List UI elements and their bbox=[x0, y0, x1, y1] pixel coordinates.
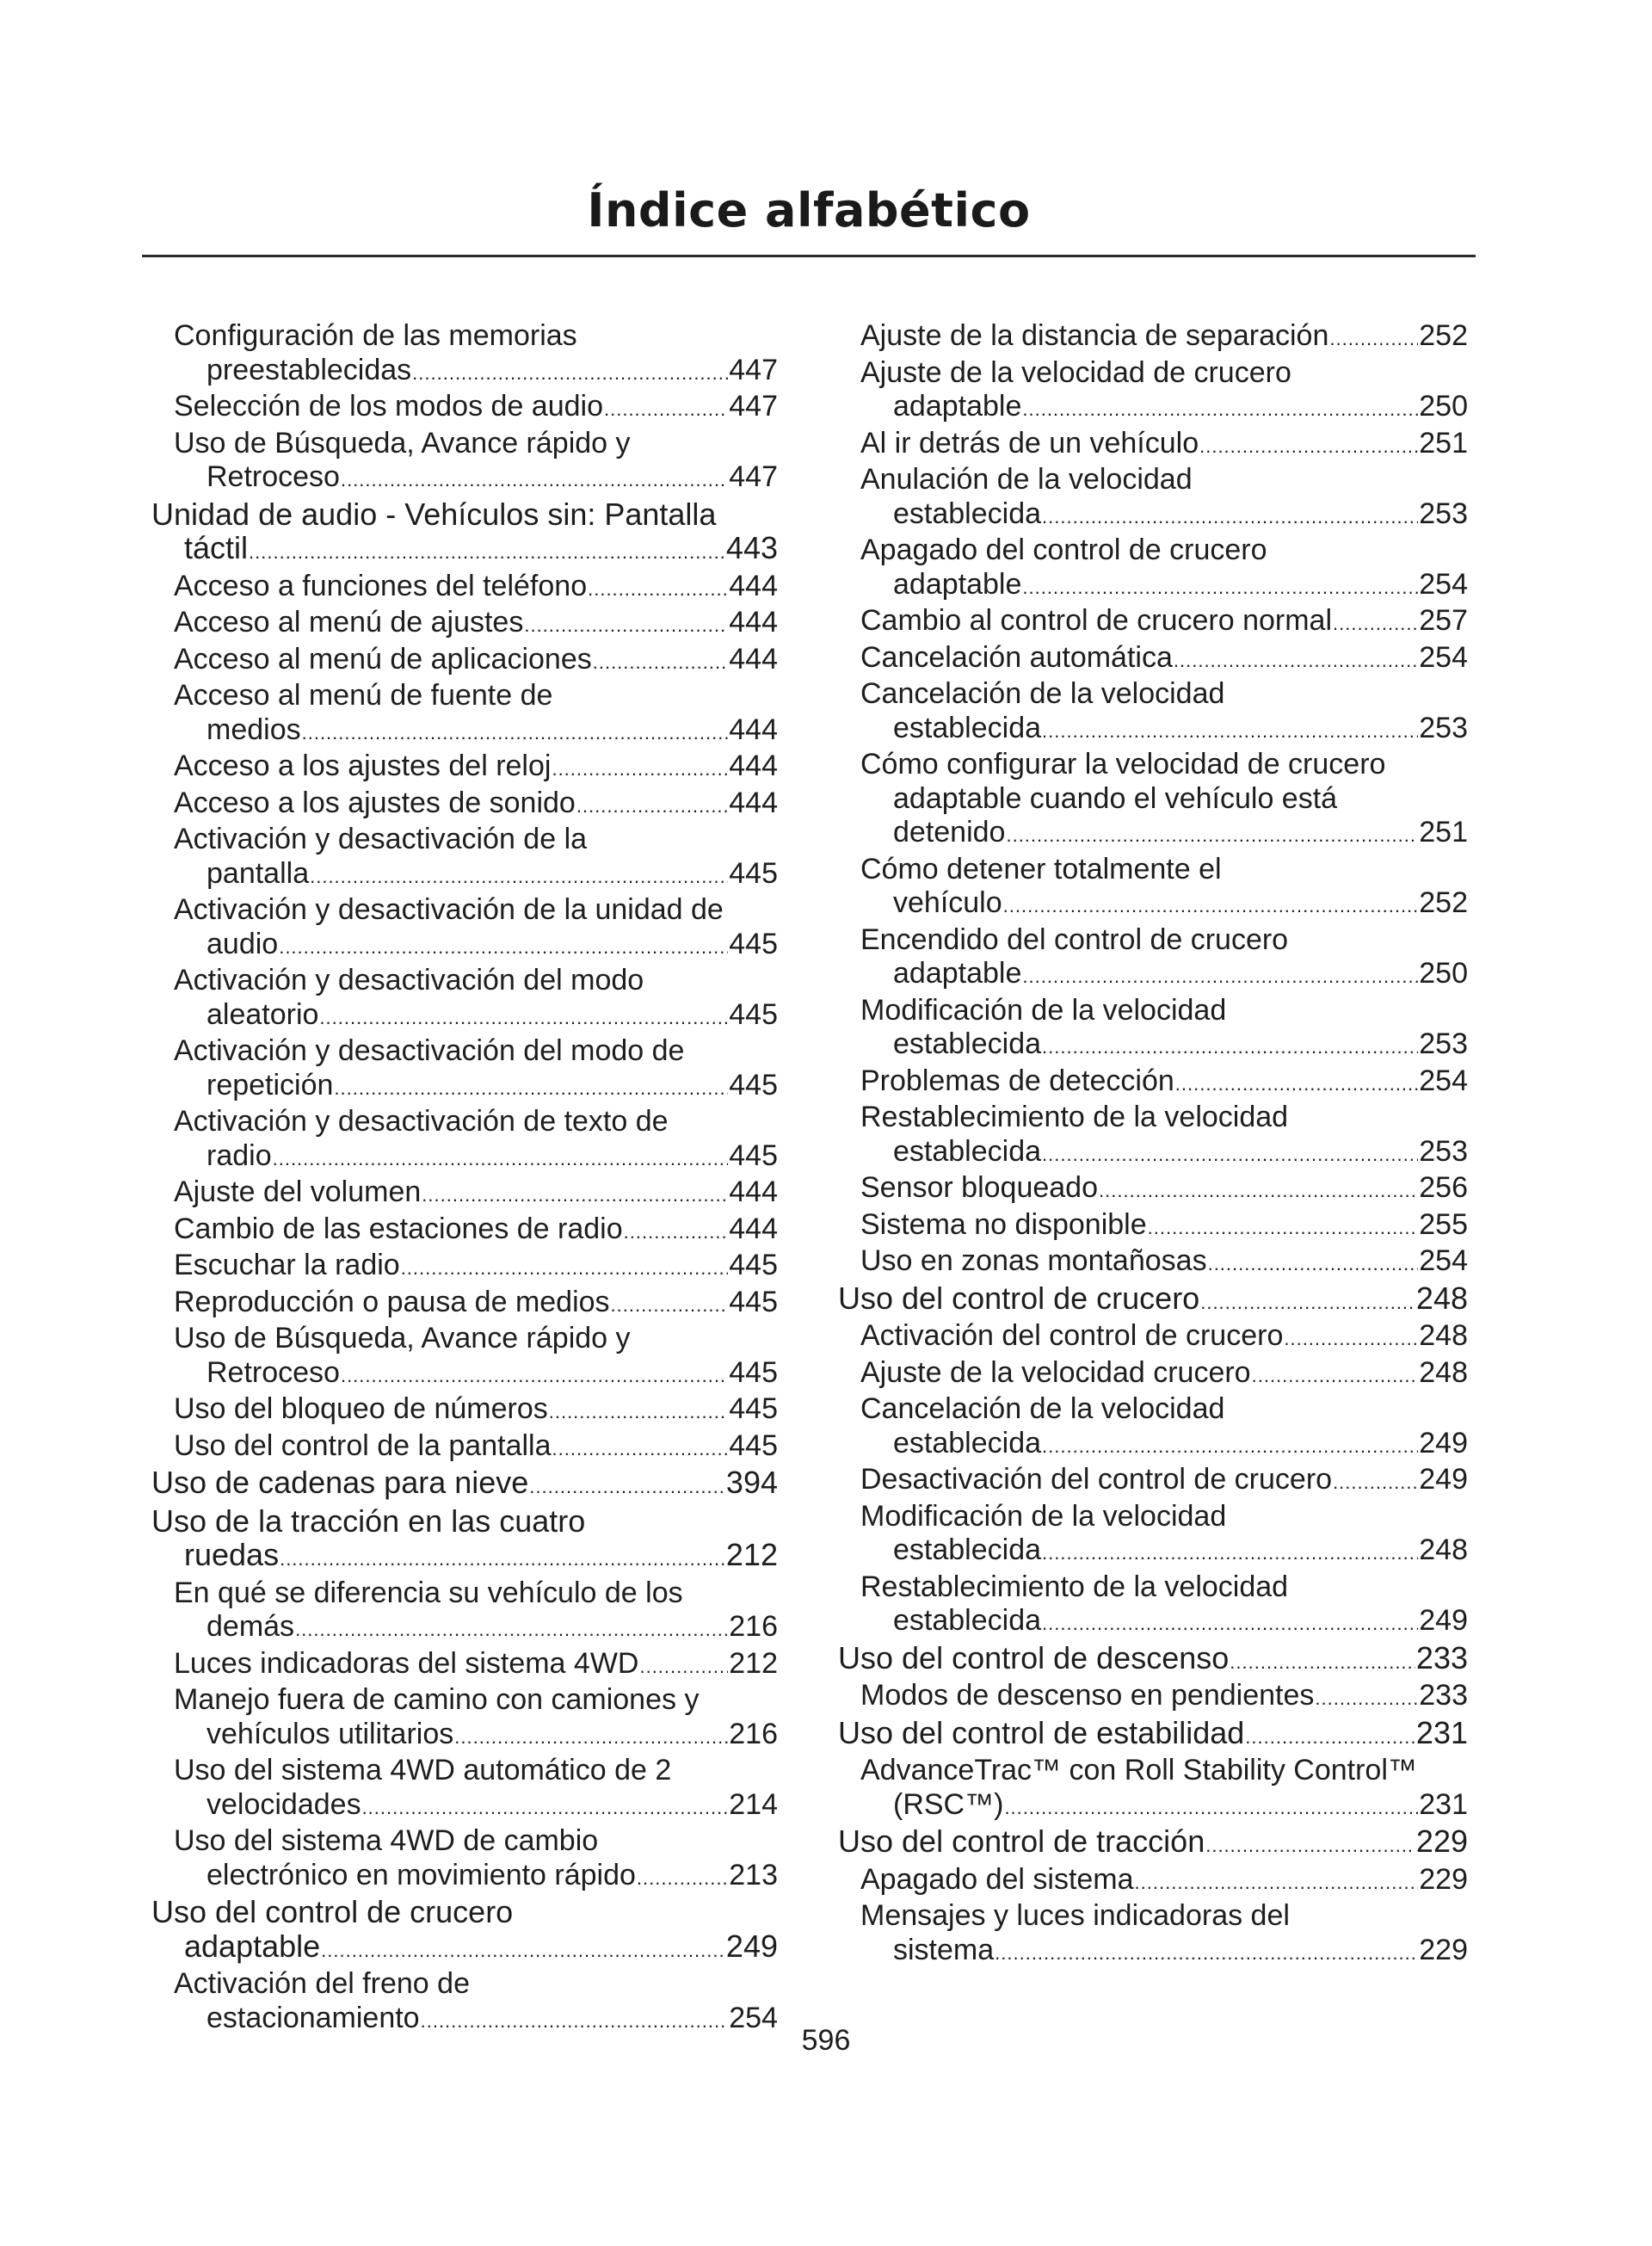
index-heading bbox=[151, 1465, 778, 1504]
entry-page-number: 445 bbox=[729, 927, 778, 960]
entry-text: Restablecimiento de la velocidad bbox=[860, 1101, 1289, 1133]
entry-page-number: 254 bbox=[1419, 640, 1468, 674]
entry-text: ruedas bbox=[184, 1537, 280, 1572]
entry-text: Cómo configurar la velocidad de crucero bbox=[860, 748, 1386, 781]
index-subentry bbox=[151, 679, 778, 750]
index-subentry bbox=[838, 994, 1468, 1064]
entry-text: Uso de la tracción en las cuatro bbox=[151, 1502, 586, 1539]
index-heading bbox=[151, 1895, 778, 1967]
entry-text: Uso del bloqueo de números bbox=[174, 1392, 548, 1425]
entry-text: adaptable bbox=[893, 390, 1022, 423]
dot-leader bbox=[1042, 1429, 1418, 1464]
entry-text: Cambio al control de crucero normal bbox=[860, 604, 1333, 637]
index-subentry bbox=[838, 1064, 1468, 1101]
entry-text: Sistema no disponible bbox=[860, 1207, 1147, 1241]
entry-text: Modos de descenso en pendientes bbox=[860, 1679, 1315, 1712]
entry-page-number: 444 bbox=[729, 1175, 778, 1208]
entry-text: Luces indicadoras del sistema 4WD bbox=[174, 1646, 639, 1680]
dot-leader bbox=[295, 1613, 728, 1647]
index-subentry bbox=[151, 1647, 778, 1684]
entry-text: Cancelación automática bbox=[860, 640, 1173, 674]
dot-leader bbox=[422, 1178, 728, 1212]
entry-text: En qué se diferencia su vehículo de los bbox=[174, 1576, 683, 1609]
entry-page-number: 444 bbox=[729, 1212, 778, 1245]
dot-leader bbox=[639, 1650, 728, 1684]
entry-text: aleatorio bbox=[206, 997, 319, 1031]
dot-leader bbox=[1252, 1359, 1419, 1393]
entry-text: Activación y desactivación de texto de bbox=[174, 1105, 669, 1138]
entry-text: adaptable bbox=[893, 567, 1022, 601]
index-subentry bbox=[151, 606, 778, 643]
index-subentry bbox=[151, 1105, 778, 1175]
index-subentry bbox=[838, 604, 1468, 641]
index-heading bbox=[151, 1504, 778, 1577]
index-subentry bbox=[838, 853, 1468, 923]
title-divider bbox=[142, 255, 1476, 257]
dot-leader bbox=[454, 1720, 728, 1755]
entry-page-number: 447 bbox=[729, 390, 778, 423]
index-subentry bbox=[151, 1249, 778, 1286]
entry-page-number: 253 bbox=[1419, 497, 1468, 530]
entry-text: Al ir detrás de un vehículo bbox=[860, 426, 1199, 460]
entry-text: preestablecidas bbox=[206, 353, 412, 386]
entry-page-number: 445 bbox=[729, 856, 778, 890]
index-heading bbox=[838, 1641, 1468, 1680]
entry-text: Uso del control de estabilidad bbox=[838, 1714, 1245, 1750]
dot-leader bbox=[310, 860, 728, 894]
entry-text: repetición bbox=[206, 1068, 334, 1101]
entry-page-number: 255 bbox=[1419, 1207, 1468, 1241]
entry-page-number: 444 bbox=[729, 713, 778, 746]
entry-text: Acceso a los ajustes del reloj bbox=[174, 750, 552, 782]
entry-page-number: 253 bbox=[1419, 1027, 1468, 1060]
entry-page-number: 445 bbox=[729, 1068, 778, 1101]
entry-text: Activación y desactivación de la bbox=[174, 823, 588, 855]
dot-leader bbox=[1042, 714, 1418, 749]
entry-page-number: 212 bbox=[725, 1537, 778, 1572]
entry-page-number: 444 bbox=[729, 642, 778, 676]
dot-leader bbox=[1022, 571, 1418, 605]
entry-text: Uso del control de crucero bbox=[151, 1894, 514, 1929]
page-number: 596 bbox=[801, 2024, 851, 2057]
entry-page-number: 256 bbox=[1419, 1171, 1468, 1204]
entry-text: Manejo fuera de camino con camiones y bbox=[174, 1683, 700, 1716]
entry-text: audio bbox=[206, 927, 279, 960]
index-column-right bbox=[838, 319, 1468, 1970]
index-subentry bbox=[838, 923, 1468, 994]
index-subentry bbox=[151, 1392, 778, 1429]
entry-page-number: 229 bbox=[1419, 1862, 1468, 1896]
entry-page-number: 445 bbox=[729, 1355, 778, 1389]
dot-leader bbox=[321, 1934, 725, 1968]
entry-page-number: 254 bbox=[1419, 1244, 1468, 1277]
dot-leader bbox=[1205, 1829, 1415, 1863]
dot-leader bbox=[552, 752, 728, 787]
entry-page-number: 447 bbox=[729, 460, 778, 493]
dot-leader bbox=[280, 1542, 725, 1577]
entry-text: Cambio de las estaciones de radio bbox=[174, 1212, 623, 1245]
entry-text: vehículos utilitarios bbox=[206, 1717, 454, 1750]
index-subentry bbox=[151, 1967, 778, 2038]
index-subentry bbox=[838, 748, 1468, 853]
index-subentry bbox=[151, 1824, 778, 1895]
entry-text: Unidad de audio - Vehículos sin: Pantalla bbox=[151, 496, 717, 532]
dot-leader bbox=[524, 608, 728, 643]
entry-text: Uso del control de tracción bbox=[838, 1823, 1205, 1859]
dot-leader bbox=[1200, 1286, 1415, 1320]
index-subentry bbox=[151, 319, 778, 390]
entry-text: Ajuste de la velocidad de crucero bbox=[860, 355, 1291, 389]
index-subentry bbox=[838, 1356, 1468, 1393]
index-subentry bbox=[151, 787, 778, 824]
entry-page-number: 252 bbox=[1419, 886, 1468, 919]
entry-text: Cómo detener totalmente el bbox=[860, 852, 1222, 885]
index-subentry bbox=[838, 463, 1468, 534]
entry-text: Problemas de detección bbox=[860, 1064, 1174, 1097]
dot-leader bbox=[1042, 500, 1418, 534]
entry-page-number: 212 bbox=[729, 1646, 778, 1680]
entry-text: Uso del sistema 4WD automático de 2 bbox=[174, 1754, 672, 1786]
index-subentry bbox=[151, 823, 778, 893]
entry-text: radio bbox=[206, 1138, 272, 1172]
entry-text: establecida bbox=[893, 1604, 1042, 1637]
entry-page-number: 257 bbox=[1419, 604, 1468, 637]
entry-text: Acceso al menú de aplicaciones bbox=[174, 642, 592, 676]
entry-text: pantalla bbox=[206, 856, 310, 890]
index-subentry bbox=[151, 750, 778, 787]
index-subentry bbox=[838, 1754, 1468, 1824]
entry-text: Encendido del control de crucero bbox=[860, 922, 1289, 956]
entry-page-number: 251 bbox=[1419, 426, 1468, 460]
dot-leader bbox=[576, 789, 728, 824]
entry-text: Uso del control de crucero bbox=[838, 1280, 1200, 1316]
dot-leader bbox=[273, 1142, 729, 1176]
entry-text: establecida bbox=[893, 497, 1042, 530]
dot-leader bbox=[341, 463, 728, 497]
index-subentry bbox=[151, 893, 778, 964]
entry-text: Apagado del sistema bbox=[860, 1862, 1134, 1896]
entry-text: Ajuste de la distancia de separación bbox=[860, 319, 1329, 352]
entry-text: Ajuste de la velocidad crucero bbox=[860, 1355, 1251, 1389]
dot-leader bbox=[341, 1359, 728, 1393]
dot-leader bbox=[611, 1288, 729, 1323]
dot-leader bbox=[1329, 322, 1418, 356]
entry-text: Restablecimiento de la velocidad bbox=[860, 1570, 1289, 1603]
dot-leader bbox=[552, 1432, 729, 1466]
dot-leader bbox=[1333, 1465, 1418, 1500]
entry-text: Uso del sistema 4WD de cambio bbox=[174, 1824, 599, 1857]
dot-leader bbox=[1022, 392, 1418, 427]
dot-leader bbox=[401, 1251, 729, 1286]
entry-text: estacionamiento bbox=[206, 2001, 420, 2034]
dot-leader bbox=[1022, 959, 1418, 994]
dot-leader bbox=[995, 1936, 1418, 1971]
entry-page-number: 254 bbox=[729, 2001, 778, 2034]
index-subentry bbox=[838, 1899, 1468, 1970]
entry-text: establecida bbox=[893, 1027, 1042, 1060]
entry-page-number: 248 bbox=[1419, 1319, 1468, 1352]
dot-leader bbox=[1148, 1211, 1419, 1245]
index-subentry bbox=[151, 390, 778, 427]
entry-page-number: 253 bbox=[1419, 1134, 1468, 1168]
index-subentry bbox=[151, 1175, 778, 1212]
index-subentry bbox=[838, 1171, 1468, 1208]
dot-leader bbox=[1135, 1866, 1419, 1900]
entry-text: Acceso al menú de fuente de bbox=[174, 679, 553, 712]
dot-leader bbox=[549, 1395, 729, 1429]
entry-text: (RSC™) bbox=[893, 1787, 1004, 1821]
index-subentry bbox=[151, 1212, 778, 1249]
entry-text: establecida bbox=[893, 1426, 1042, 1459]
entry-page-number: 249 bbox=[1419, 1463, 1468, 1496]
dot-leader bbox=[1315, 1681, 1418, 1716]
entry-text: Uso de Búsqueda, Avance rápido y bbox=[174, 1322, 631, 1354]
index-heading bbox=[838, 1716, 1468, 1755]
entry-text: Activación y desactivación del modo bbox=[174, 964, 644, 997]
dot-leader bbox=[319, 1001, 728, 1035]
index-subentry bbox=[838, 1463, 1468, 1500]
dot-leader bbox=[588, 572, 728, 607]
dot-leader bbox=[1042, 1030, 1418, 1064]
entry-text: Uso del control de descenso bbox=[838, 1639, 1230, 1675]
index-subentry bbox=[838, 534, 1468, 604]
entry-text: Activación y desactivación de la unidad de bbox=[174, 893, 724, 926]
dot-leader bbox=[624, 1215, 729, 1249]
dot-leader bbox=[302, 716, 729, 750]
dot-leader bbox=[1042, 1607, 1418, 1641]
index-subentry bbox=[151, 1683, 778, 1754]
dot-leader bbox=[1208, 1247, 1419, 1281]
entry-page-number: 445 bbox=[729, 1392, 778, 1425]
entry-page-number: 394 bbox=[725, 1465, 778, 1500]
entry-text: Uso del control de la pantalla bbox=[174, 1428, 552, 1462]
index-subentry bbox=[151, 643, 778, 680]
entry-page-number: 445 bbox=[729, 1428, 778, 1462]
dot-leader bbox=[334, 1071, 728, 1106]
index-subentry bbox=[838, 427, 1468, 464]
index-subentry bbox=[151, 964, 778, 1034]
entry-page-number: 249 bbox=[1419, 1604, 1468, 1637]
entry-text: táctil bbox=[184, 530, 249, 565]
entry-page-number: 214 bbox=[729, 1787, 778, 1821]
dot-leader bbox=[604, 392, 728, 427]
entry-page-number: 444 bbox=[729, 606, 778, 639]
dot-leader bbox=[1099, 1174, 1418, 1208]
entry-text: Retroceso bbox=[206, 1355, 340, 1389]
dot-leader bbox=[1174, 644, 1418, 678]
index-subentry bbox=[838, 677, 1468, 748]
entry-page-number: 231 bbox=[1419, 1787, 1468, 1821]
entry-text: Reproducción o pausa de medios bbox=[174, 1285, 610, 1318]
dot-leader bbox=[1284, 1322, 1418, 1356]
entry-text: Cancelación de la velocidad bbox=[860, 1392, 1225, 1425]
page-title: Índice alfabético bbox=[587, 183, 1031, 238]
entry-text: Modificación de la velocidad bbox=[860, 993, 1227, 1027]
entry-text: Acceso a los ajustes de sonido bbox=[174, 786, 576, 819]
index-heading bbox=[838, 1824, 1468, 1863]
dot-leader bbox=[279, 930, 728, 965]
index-subentry bbox=[838, 1570, 1468, 1641]
index-subentry bbox=[838, 356, 1468, 427]
entry-text: establecida bbox=[893, 1134, 1042, 1168]
index-subentry bbox=[151, 1322, 778, 1392]
entry-text: Configuración de las memorias bbox=[174, 319, 577, 352]
entry-page-number: 444 bbox=[729, 750, 778, 782]
dot-leader bbox=[412, 356, 728, 391]
index-subentry bbox=[838, 1319, 1468, 1356]
index-subentry bbox=[838, 1208, 1468, 1245]
dot-leader bbox=[421, 2004, 729, 2039]
dot-leader bbox=[1004, 1791, 1418, 1825]
dot-leader bbox=[362, 1791, 729, 1825]
entry-page-number: 251 bbox=[1419, 816, 1468, 848]
entry-page-number: 216 bbox=[729, 1717, 778, 1750]
entry-text: demás bbox=[206, 1610, 295, 1643]
entry-page-number: 248 bbox=[1419, 1355, 1468, 1389]
entry-text: sistema bbox=[893, 1933, 995, 1966]
entry-page-number: 445 bbox=[729, 997, 778, 1031]
entry-text: Anulación de la velocidad bbox=[860, 463, 1193, 496]
entry-text: Apagado del control de crucero bbox=[860, 534, 1267, 566]
entry-text: Uso en zonas montañosas bbox=[860, 1244, 1207, 1277]
entry-text: Ajuste del volumen bbox=[174, 1175, 422, 1208]
entry-text: AdvanceTrac™ con Roll Stability Control™ bbox=[860, 1754, 1417, 1786]
entry-text: establecida bbox=[893, 711, 1042, 744]
entry-text: Selección de los modos de audio bbox=[174, 390, 603, 423]
index-subentry bbox=[838, 641, 1468, 678]
dot-leader bbox=[1042, 1138, 1418, 1172]
dot-leader bbox=[1006, 818, 1418, 853]
dot-leader bbox=[1175, 1067, 1418, 1101]
index-subentry bbox=[838, 1244, 1468, 1281]
entry-page-number: 443 bbox=[725, 530, 778, 565]
entry-text: Activación y desactivación del modo de bbox=[174, 1034, 685, 1067]
index-subentry bbox=[838, 1863, 1468, 1900]
dot-leader bbox=[1245, 1720, 1415, 1755]
entry-text: Acceso al menú de ajustes bbox=[174, 606, 524, 639]
dot-leader bbox=[1003, 889, 1419, 923]
index-subentry bbox=[151, 1429, 778, 1466]
entry-text: adaptable bbox=[893, 957, 1022, 990]
entry-page-number: 233 bbox=[1415, 1639, 1468, 1675]
index-heading bbox=[838, 1281, 1468, 1320]
index-subentry bbox=[151, 1754, 778, 1824]
entry-text: establecida bbox=[893, 1533, 1042, 1566]
entry-text: Escuchar la radio bbox=[174, 1249, 400, 1281]
entry-text: Acceso a funciones del teléfono bbox=[174, 569, 588, 602]
entry-page-number: 254 bbox=[1419, 567, 1468, 601]
index-subentry bbox=[838, 1679, 1468, 1716]
entry-page-number: 250 bbox=[1419, 957, 1468, 990]
entry-text: Activación del freno de bbox=[174, 1967, 470, 2000]
dot-leader bbox=[249, 535, 725, 570]
entry-page-number: 231 bbox=[1415, 1714, 1468, 1750]
entry-text: Desactivación del control de crucero bbox=[860, 1463, 1333, 1496]
entry-text: adaptable cuando el vehículo está bbox=[893, 781, 1338, 815]
entry-page-number: 250 bbox=[1419, 390, 1468, 423]
index-subentry bbox=[838, 319, 1468, 356]
entry-page-number: 252 bbox=[1419, 319, 1468, 352]
entry-page-number: 249 bbox=[725, 1928, 778, 1964]
entry-page-number: 229 bbox=[1415, 1823, 1468, 1859]
index-subentry bbox=[838, 1500, 1468, 1570]
index-subentry bbox=[151, 427, 778, 497]
dot-leader bbox=[637, 1861, 728, 1896]
entry-page-number: 229 bbox=[1419, 1933, 1468, 1966]
index-heading bbox=[151, 497, 778, 570]
index-subentry bbox=[151, 1577, 778, 1647]
entry-text: vehículo bbox=[893, 886, 1002, 919]
dot-leader bbox=[593, 645, 729, 680]
index-subentry bbox=[151, 1286, 778, 1323]
entry-page-number: 254 bbox=[1419, 1064, 1468, 1097]
entry-text: Activación del control de crucero bbox=[860, 1319, 1284, 1352]
entry-page-number: 447 bbox=[729, 353, 778, 386]
entry-text: detenido bbox=[893, 816, 1006, 848]
entry-text: Retroceso bbox=[206, 460, 340, 493]
entry-page-number: 253 bbox=[1419, 711, 1468, 744]
entry-text: Uso de cadenas para nieve bbox=[151, 1465, 529, 1500]
entry-text: Uso de Búsqueda, Avance rápido y bbox=[174, 426, 631, 460]
entry-text: velocidades bbox=[206, 1787, 361, 1821]
entry-text: electrónico en movimiento rápido bbox=[206, 1858, 636, 1891]
index-subentry bbox=[151, 570, 778, 607]
entry-text: medios bbox=[206, 713, 301, 746]
index-subentry bbox=[838, 1101, 1468, 1171]
dot-leader bbox=[1042, 1536, 1418, 1570]
index-subentry bbox=[838, 1392, 1468, 1463]
entry-page-number: 248 bbox=[1415, 1280, 1468, 1316]
entry-page-number: 444 bbox=[729, 569, 778, 602]
dot-leader bbox=[1230, 1645, 1415, 1680]
entry-page-number: 445 bbox=[729, 1138, 778, 1172]
entry-text: Sensor bloqueado bbox=[860, 1171, 1099, 1204]
index-subentry bbox=[151, 1034, 778, 1105]
entry-page-number: 445 bbox=[729, 1285, 778, 1318]
entry-text: Cancelación de la velocidad bbox=[860, 677, 1225, 710]
index-column-left bbox=[151, 319, 778, 2038]
entry-page-number: 249 bbox=[1419, 1426, 1468, 1459]
entry-text: Mensajes y luces indicadoras del bbox=[860, 1899, 1290, 1932]
entry-page-number: 248 bbox=[1419, 1533, 1468, 1566]
entry-page-number: 445 bbox=[729, 1249, 778, 1281]
entry-page-number: 213 bbox=[729, 1858, 778, 1891]
dot-leader bbox=[1333, 607, 1418, 641]
entry-page-number: 444 bbox=[729, 786, 778, 819]
dot-leader bbox=[529, 1470, 725, 1504]
dot-leader bbox=[1199, 429, 1418, 464]
entry-text: adaptable bbox=[184, 1928, 321, 1964]
entry-page-number: 216 bbox=[729, 1610, 778, 1643]
entry-text: Modificación de la velocidad bbox=[860, 1499, 1227, 1533]
entry-page-number: 233 bbox=[1419, 1679, 1468, 1712]
